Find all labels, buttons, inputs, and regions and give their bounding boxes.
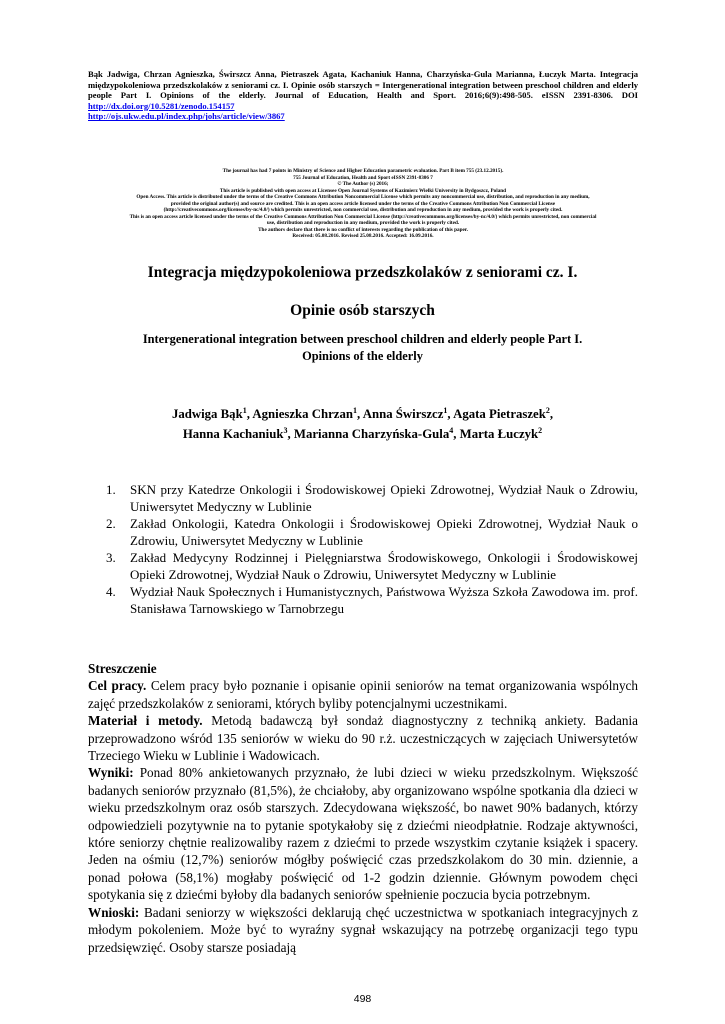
title-english — [80, 331, 645, 365]
affiliation-text: Wydział Nauk Społecznych i Humanistycznych, Państwowa Wyższa Szkoła Zawodowa im. prof. Stanisława Tarnowskiego w Tarnobrzegu — [130, 584, 638, 616]
author-separator: , — [453, 427, 460, 441]
doi-link[interactable]: http://dx.doi.org/10.5281/zenodo.154157 — [88, 100, 235, 111]
affiliation-item — [106, 481, 638, 515]
author-name: Agata Pietraszek — [453, 407, 546, 421]
author-affiliation-marker: 1 — [443, 406, 448, 415]
abstract-aim — [88, 677, 638, 712]
author-list — [80, 404, 645, 444]
citation-block — [88, 69, 638, 122]
author-affiliation-marker: 1 — [242, 406, 247, 415]
author-name: Jadwiga Bąk — [171, 407, 243, 421]
methods-text: Metodą badawczą był sondaż diagnostyczny z techniką ankiety. Badania przeprowadzono wśród 135 seniorów w wieku do 90 r.ż. uczestniczących w zajęciach Uniwersytetów Trzeciego Wieku w Lublinie i Wadowicach. — [88, 713, 638, 764]
affiliation-list — [106, 481, 638, 617]
author-name: Hanna Kachaniuk — [182, 427, 284, 441]
abstract-results — [88, 764, 638, 903]
author-separator: , — [246, 407, 253, 421]
title-english-line1: Intergenerational integration between preschool children and elderly people Part I. — [142, 332, 583, 346]
journal-info-line: This is an open access article licensed under the terms of the Creative Commons Attribution Non Commercial License (http://creativecommons.org/licenses/by-nc/4.0/) which permits unrestricted, non commercial — [129, 213, 597, 220]
affiliation-item — [106, 549, 638, 583]
subtitle-polish: Opinie osób starszych — [290, 302, 435, 319]
abstract-section — [88, 660, 638, 956]
results-text: Ponad 80% ankietowanych przyznało, że lubi dzieci w wieku przedszkolnym. Większość badanych seniorów przyznało (81,5%), że chciałoby, aby organizowano wspólne spotkania dla dzieci w wieku przedszkolnym oraz osób starszych. Zdecydowana większość, bo nawet 90% badanych, którzy odpowiedzieli pozytywnie na to pytanie spotykałoby się z dziećmi nieodpłatnie. Rodzaje aktywności, które seniorzy chętnie realizowaliby razem z dziećmi to przede wszystkim czytanie książek i spacery. Jeden na ośmiu (12,7%) seniorów mógłby poświęcić czas przedszkolakom do 30 min. dziennie, a ponad połowa (58,1%) mogłaby poświęcić od 1-2 godzin dziennie. Głównym powodem chęci spotykania się z dziećmi byłoby dla badanych seniorów spełnienie poczucia bycia potrzebnym. — [88, 765, 638, 903]
author-separator: , — [549, 407, 554, 421]
journal-info-line: The authors declare that there is no conflict of interests regarding the publication of this paper. — [258, 226, 468, 233]
affiliation-item — [106, 583, 638, 617]
citation-text: Bąk Jadwiga, Chrzan Agnieszka, Świrszcz Anna, Pietraszek Agata, Kachaniuk Hanna, Charzyńska-Gula Marianna, Łuczyk Marta. Integracja międzypokoleniowa przedszkolaków z seniorami cz. I. Opinie osób starszych = Intergenerational integration between preschool children and elderly people Part I. Opinions of the elderly. Journal of Education, Health and Sport. 2016;6(9):498-505. eISSN 2391-8306. DOI — [88, 69, 638, 101]
title-polish: Integracja międzypokoleniowa przedszkolaków z seniorami cz. I. — [147, 264, 578, 281]
abstract-methods — [88, 712, 638, 764]
author-name: Marianna Charzyńska-Gula — [293, 427, 450, 441]
affiliation-text: SKN przy Katedrze Onkologii i Środowiskowej Opieki Zdrowotnej, Wydział Nauk o Zdrowiu, Uniwersytet Medyczny w Lublinie — [130, 482, 638, 514]
conclusions-text: Badani seniorzy w większości deklarują chęć uczestnictwa w spotkaniach integracyjnych z młodym pokoleniem. Może być to wyraźny sygnał wskazujący na potrzebę organizacji tego typu przedsięwzięć. Osoby starsze posiadają — [88, 904, 638, 955]
journal-info-line: This article is published with open access at Licensee Open Journal Systems of Kazimierz Wielki University in Bydgoszcz, Poland — [219, 187, 507, 194]
conclusions-label: Wnioski: — [88, 904, 140, 920]
aim-text: Celem pracy było poznanie i opisanie opinii seniorów na temat organizowania wspólnych zajęć przedszkolaków z seniorami, których byliby potencjalnymi uczestnikami. — [88, 678, 638, 711]
author-separator: , — [357, 407, 363, 421]
author-affiliation-marker: 2 — [538, 426, 543, 435]
article-url-link[interactable]: http://ojs.ukw.edu.pl/index.php/johs/article/view/3867 — [88, 111, 285, 122]
journal-info-line: use, distribution and reproduction in any medium, provided the work is properly cited. — [266, 220, 460, 226]
journal-info-line: Received: 05.08.2016. Revised 25.08.2016. Accepted: 16.09.2016. — [292, 233, 434, 239]
author-name: Marta Łuczyk — [459, 427, 539, 441]
author-affiliation-marker: 1 — [353, 406, 358, 415]
journal-info-line: Open Access. This article is distributed under the terms of the Creative Commons Attribution Noncommercial License which permits any noncommercial use, distribution, and reproduction in any medium, — [136, 194, 590, 200]
results-label: Wyniki: — [88, 765, 134, 781]
journal-info-block — [58, 168, 668, 240]
author-affiliation-marker: 3 — [283, 426, 288, 435]
abstract-heading: Streszczenie — [88, 661, 157, 676]
journal-info-line: (http://creativecommons.org/licenses/by-nc/4.0/) which permits unrestricted, non commercial use, distribution and reproduction in any medium, provided the work is properly cited. — [163, 207, 563, 213]
author-affiliation-marker: 2 — [545, 406, 550, 415]
author-name: Anna Świrszcz — [362, 407, 444, 421]
journal-info-line: The journal has had 7 points in Ministry of Science and Higher Education parametric evaluation. Part B item 755 (23.12.2015). — [222, 168, 504, 174]
journal-info-line: 755 Journal of Education, Health and Sport eISSN 2391-8306 7 — [293, 174, 433, 181]
affiliation-text: Zakład Medycyny Rodzinnej i Pielęgniarstwa Środowiskowego, Onkologii i Środowiskowej Opieki Zdrowotnej, Wydział Nauk o Zdrowiu, Uniwersytet Medyczny w Lublinie — [130, 550, 638, 582]
methods-label: Materiał i metody. — [88, 713, 203, 729]
author-separator: , — [447, 407, 454, 421]
journal-info-line: © The Author (s) 2016; — [337, 181, 389, 187]
author-separator: , — [287, 427, 294, 441]
title-english-line2: Opinions of the elderly — [302, 349, 423, 363]
author-name: Agnieszka Chrzan — [252, 407, 354, 421]
aim-label: Cel pracy. — [88, 678, 147, 694]
affiliation-text: Zakład Onkologii, Katedra Onkologii i Środowiskowej Opieki Zdrowotnej, Wydział Nauk o Zdrowiu, Uniwersytet Medyczny w Lublinie — [130, 516, 638, 548]
abstract-conclusions — [88, 904, 638, 956]
affiliation-item — [106, 515, 638, 549]
page-number: 498 — [353, 993, 372, 1005]
journal-info-line: provided the original author(s) and source are credited. This is an open access article licensed under the terms of the Creative Commons Attribution Non Commercial License — [170, 200, 556, 207]
author-affiliation-marker: 4 — [449, 426, 454, 435]
